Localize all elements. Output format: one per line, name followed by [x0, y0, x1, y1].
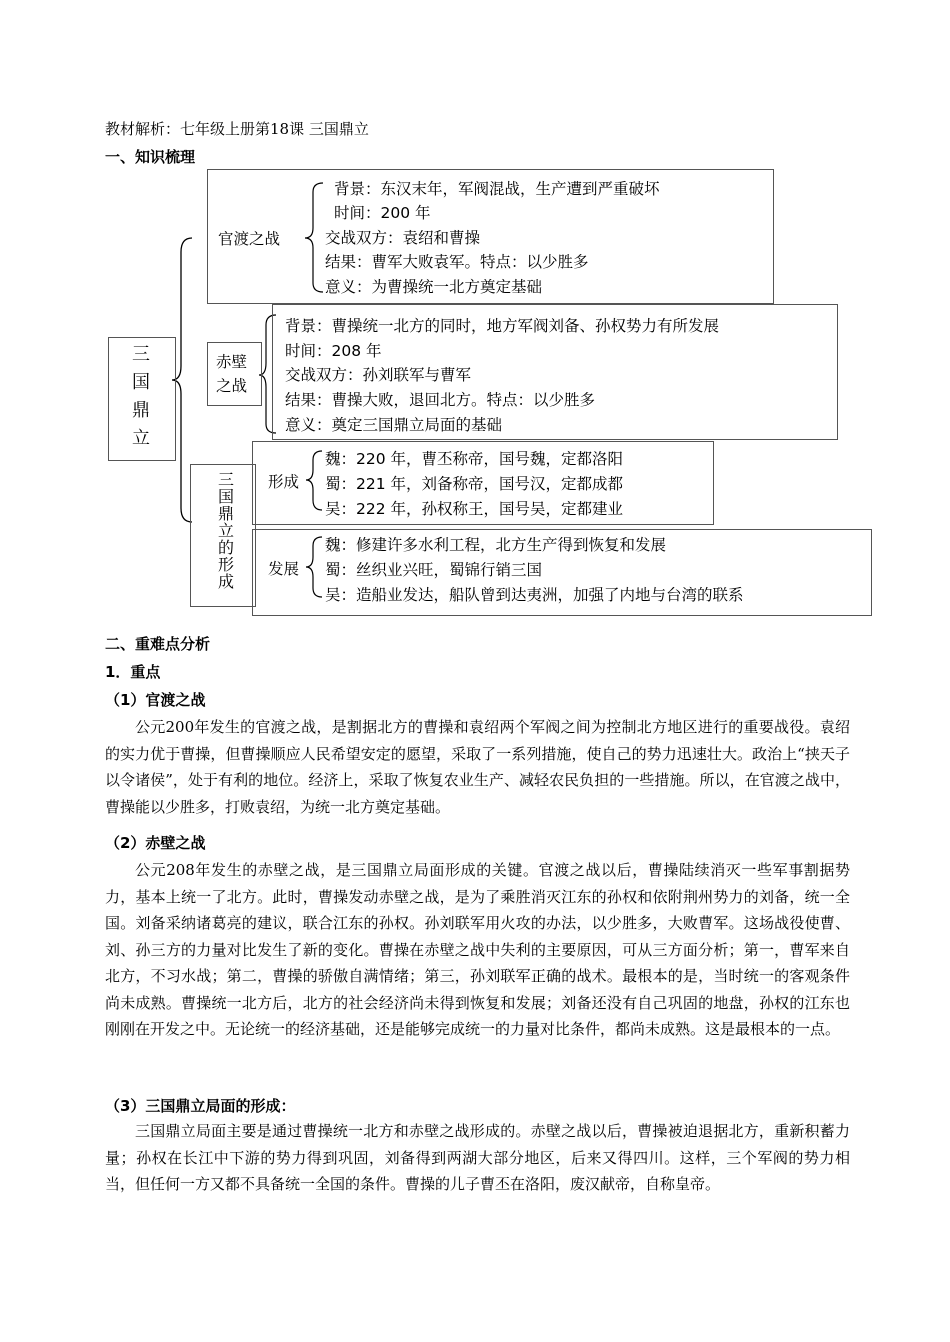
- chibi-line: 交战双方：孙刘联军与曹军: [285, 366, 472, 384]
- guandu-line: 交战双方：袁绍和曹操: [325, 229, 481, 247]
- guandu-line: 结果：曹军大败袁军。特点：以少胜多: [325, 253, 589, 271]
- dev-line: 吴：造船业发达，船队曾到达夷洲，加强了内地与台湾的联系: [325, 586, 744, 604]
- paragraph-guandu: 公元200年发生的官渡之战，是割据北方的曹操和袁绍两个军阀之间为控制北方地区进行的重要战役。袁绍的实力优于曹操，但曹操顺应人民希望安定的愿望，采取了一系列措施，使自己的势力迅速壮大。政治上“挟天子以令诸侯”，处于有利的地位。经济上，采取了恢复农业生产、减轻农民负担的一些措施。所以，在官渡之战中，曹操能以少胜多，打败袁绍，为统一北方奠定基础。: [105, 718, 850, 816]
- chibi-line: 意义：奠定三国鼎立局面的基础: [285, 416, 503, 434]
- document-title: 教材解析：七年级上册第18课 三国鼎立: [105, 120, 369, 138]
- section-heading-knowledge: 一、知识梳理: [105, 148, 196, 166]
- subheading-key-points: 1．重点: [105, 663, 161, 681]
- heading-formation: （3）三国鼎立局面的形成：: [105, 1097, 296, 1115]
- guandu-line: 时间：200 年: [334, 204, 431, 222]
- section-heading-analysis: 二、重难点分析: [105, 635, 211, 653]
- chibi-label-2: 之战: [216, 377, 248, 395]
- knowledge-diagram: [0, 0, 950, 640]
- root-label: 三 国 鼎 立: [132, 344, 150, 449]
- paragraph-formation: 三国鼎立局面主要是通过曹操统一北方和赤壁之战形成的。赤壁之战以后，曹操被迫退据北方，重新积蓄力量；孙权在长江中下游的势力得到巩固，刘备得到两湖大部分地区，后来又得四川。这样，三个军阀的势力相当，但任何一方又都不具备统一全国的条件。曹操的儿子曹丕在洛阳，废汉献帝，自称皇帝。: [105, 1122, 850, 1193]
- form-line: 吴：222 年，孙权称王，国号吴，定都建业: [325, 500, 624, 518]
- chibi-line: 背景：曹操统一北方的同时，地方军阀刘备、孙权势力有所发展: [285, 317, 720, 335]
- chibi-line: 时间：208 年: [285, 342, 382, 360]
- chibi-label-1: 赤壁: [216, 353, 248, 371]
- dev-label: 发展: [268, 560, 300, 578]
- dev-line: 蜀：丝织业兴旺，蜀锦行销三国: [325, 561, 543, 579]
- form-line: 蜀：221 年，刘备称帝，国号汉，定都成都: [325, 475, 624, 493]
- heading-guandu: （1）官渡之战: [105, 691, 206, 709]
- formation-label: 三 国 鼎 立 的 形 成: [217, 470, 234, 591]
- heading-chibi: （2）赤壁之战: [105, 834, 206, 852]
- form-label: 形成: [268, 473, 300, 491]
- guandu-line: 意义：为曹操统一北方奠定基础: [325, 278, 543, 296]
- paragraph-chibi: 公元208年发生的赤壁之战，是三国鼎立局面形成的关键。官渡之战以后，曹操陆续消灭一些军事割据势力，基本上统一了北方。此时，曹操发动赤壁之战，是为了乘胜消灭江东的孙权和依附荆州势力的刘备，统一全国。刘备采纳诸葛亮的建议，联合江东的孙权。孙刘联军用火攻的办法，以少胜多，大败曹军。这场战役使曹、刘、孙三方的力量对比发生了新的变化。曹操在赤壁之战中失利的主要原因，可从三方面分析；第一，曹军来自北方，不习水战；第二，曹操的骄傲自满情绪；第三，孙刘联军正确的战术。最根本的是，当时统一的客观条件尚未成熟。曹操统一北方后，北方的社会经济尚未得到恢复和发展；刘备还没有自己巩固的地盘，孙权的江东也刚刚在开发之中。无论统一的经济基础，还是能够完成统一的力量对比条件，都尚未成熟。这是最根本的一点。: [105, 861, 850, 1038]
- guandu-line: 背景：东汉末年，军阀混战，生产遭到严重破坏: [334, 180, 660, 198]
- form-line: 魏：220 年，曹丕称帝，国号魏，定都洛阳: [325, 450, 624, 468]
- dev-line: 魏：修建许多水利工程，北方生产得到恢复和发展: [325, 536, 667, 554]
- chibi-line: 结果：曹操大败，退回北方。特点：以少胜多: [285, 391, 596, 409]
- guandu-label: 官渡之战: [218, 230, 281, 248]
